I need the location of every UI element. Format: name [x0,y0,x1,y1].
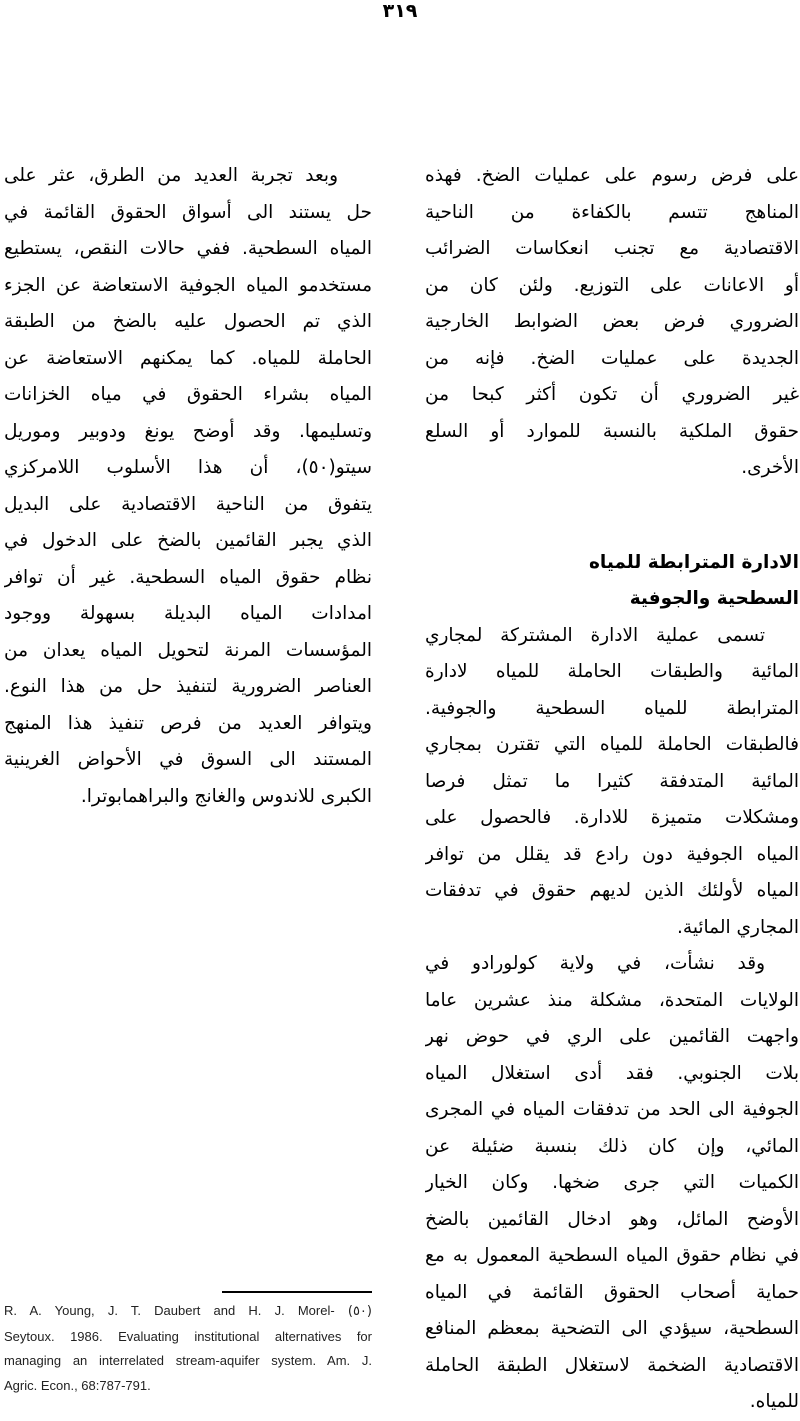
text-line: المجاري المائية. [677,916,799,938]
text-line: الولايات المتحدة، مشكلة منذ عشرين عاما [425,989,799,1011]
section-gap [425,487,799,545]
text-line: الكميات التي جرى ضخها. وكان الخيار [425,1172,799,1193]
text-line: الجوفية الى الحد من تدفقات المياه في المجرى [425,1099,799,1120]
text-line: المائية والطبقات الحاملة للمياه لادارة [425,661,799,682]
text-line: وبعد تجربة العديد من الطرق، عثر على [4,165,338,186]
text-line: السطحية، سيؤدي الى التضحية بمعظم المنافع [425,1318,799,1339]
text-line: امدادات المياه البديلة بسهولة ووجود [4,603,372,624]
text-line: للمياه. [749,1391,799,1412]
text-line: الحاملة للمياه. كما يمكنهم الاستعاضة عن [4,347,372,369]
text-line: الكبرى للاندوس والغانج والبراهمابوترا. [80,785,372,807]
text-line: غير الضروري أن تكون أكثر كبحا من [425,384,799,405]
text-line: حل يستند الى أسواق الحقوق القائمة في [4,201,372,223]
heading-line: الادارة المترابطة للمياه [588,551,799,573]
footnote-number: (٥٠) [347,1304,372,1319]
text-line: المائي، وإن كان ذلك بنسبة ضئيلة عن [425,1135,799,1157]
right-column [425,158,799,1421]
text-line: حقوق الملكية بالنسبة للموارد أو السلع [425,420,799,442]
page-number: ٣١٩ [382,0,418,22]
paragraph-left [4,158,372,815]
footnote-line [4,1349,372,1374]
footnote-line: Agric. Econ., 68:787-791. [4,1377,151,1393]
text-line: الأوضح المائل، وهو ادخال القائمين بالضخ [425,1208,799,1230]
text-line: نظام حقوق المياه السطحية. غير أن توافر [4,566,372,588]
text-line: الأخرى. [741,457,799,478]
text-line: المياه الجوفية دون رادع قد يقلل من توافر [425,843,799,865]
paragraph-3 [425,946,799,1421]
text-line: المياه لأولئك الذين لديهم حقوق في تدفقات [425,880,799,901]
text-line: المياه السطحية. ففي حالات النقص، يستطيع [4,238,372,259]
text-line: العناصر الضرورية لتنفيذ حل من هذا النوع. [4,676,372,697]
text-line: وتسليمها. وقد أوضح يونغ ودوبير وموريل [4,420,372,442]
text-line: حماية أصحاب الحقوق القائمة في المياه [425,1281,799,1303]
text-line: في نظام حقوق المياه السطحية المعمول به مع [425,1245,799,1266]
text-line: المؤسسات المرنة لتحويل المياه يعدان من [4,639,372,661]
text-line: المياه بشراء الحقوق في مياه الخزانات [4,384,372,405]
text-line: بلات الجنوبي. فقد أدى استغلال المياه [425,1062,799,1084]
footnote [4,1299,372,1398]
text-line: مستخدمو المياه الجوفية الاستعاضة عن الجزء [4,274,372,296]
text-line: الضروري فرض بعض الضوابط الخارجية [425,311,799,332]
footnote-text: managing an interrelated stream-aquifer system. Am. J. [4,1353,372,1368]
text-line: على فرض رسوم على عمليات الضخ. فهذه [425,165,799,186]
heading-line: السطحية والجوفية [629,588,799,609]
text-line: الاقتصادية الضخمة لاستغلال الطبقة الحاملة [425,1354,799,1376]
text-line: المستند الى السوق في الأحواض الغرينية [4,749,372,770]
paragraph-2 [425,618,799,947]
text-line: الذي يجبر القائمين بالضخ على الدخول في [4,530,372,551]
footnote-divider [222,1291,372,1293]
text-line: وقد نشأت، في ولاية كولورادو في [425,953,765,974]
text-line: فالطبقات الحاملة للمياه التي تقترن بمجاري [425,734,799,755]
left-column [4,158,372,815]
text-line: ويتوافر العديد من فرص تنفيذ هذا المنهج [4,712,372,734]
text-line: تسمى عملية الادارة المشتركة لمجاري [425,624,765,646]
text-line: سيتو(٥٠)، أن هذا الأسلوب اللامركزي [4,457,372,478]
text-line: الاقتصادية مع تجنب انعكاسات الضرائب [425,238,799,259]
section-heading [425,545,799,618]
text-line: المائية المتدفقة كثيرا ما تمثل فرصا [425,770,799,792]
footnote-text: R. A. Young, J. T. Daubert and H. J. Morel- [4,1303,335,1318]
text-line: الذي تم الحصول عليه بالضخ من الطبقة [4,311,372,332]
text-line: المناهج تتسم بالكفاءة من الناحية [425,201,799,223]
text-line: أو الاعانات على التوزيع. ولئن كان من [425,274,799,296]
footnote-line: Seytoux. 1986. Evaluating institutional alternatives for [4,1328,372,1344]
text-line: الجديدة على عمليات الضخ. فإنه من [425,347,799,369]
text-line: يتفوق من الناحية الاقتصادية على البديل [4,493,372,515]
text-line: واجهت القائمين على الري في حوض نهر [425,1026,799,1047]
text-line: المترابطة للمياه السطحية والجوفية. [425,697,799,719]
footnote-line [4,1299,372,1325]
paragraph-1 [425,158,799,487]
text-line: ومشكلات متميزة للادارة. فالحصول على [425,807,799,828]
